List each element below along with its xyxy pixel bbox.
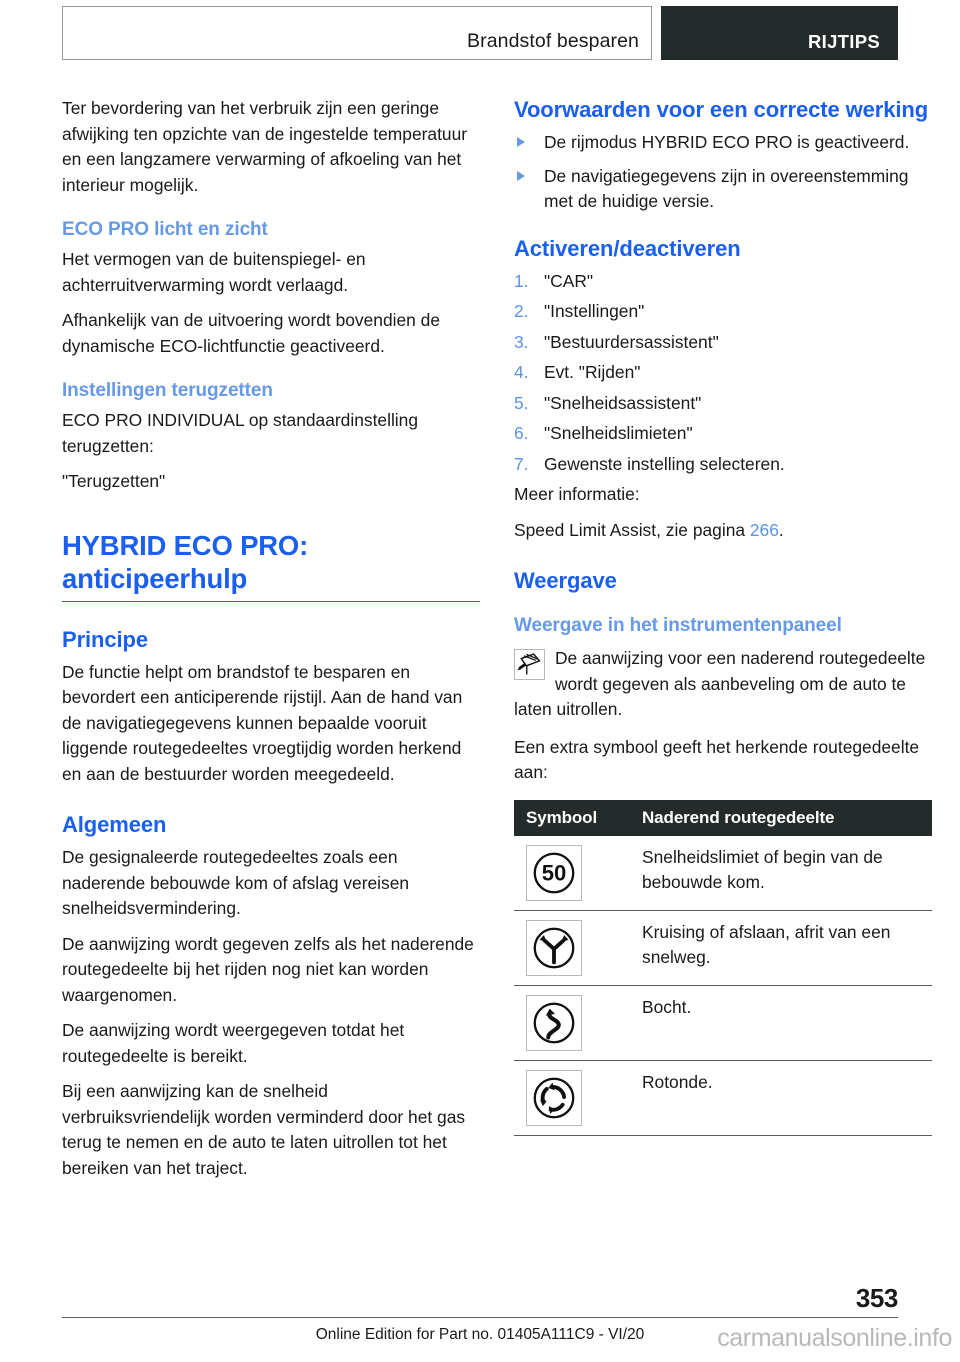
cross-reference-prefix: Speed Limit Assist, zie pagina — [514, 519, 750, 540]
footer-divider — [62, 1317, 898, 1318]
table-cell-description: Bocht. — [630, 985, 932, 1060]
chapter-title: HYBRID ECO PRO: anticipeerhulp — [62, 529, 309, 594]
table-cell-description: Kruising of afslaan, afrit van een snelweg. — [630, 910, 932, 985]
reset-paragraph-2: "Terugzetten" — [62, 471, 166, 491]
heading-algemeen: Algemeen — [62, 812, 167, 837]
step-number: 6. — [514, 423, 529, 443]
algemeen-paragraph-1: De gesignaleerde routegedeeltes zoals een naderende bebouwde kom of afslag vereisen snelheidsvermindering. — [62, 847, 410, 918]
table-cell-symbol — [514, 1060, 630, 1135]
step-label: "CAR" — [544, 270, 594, 291]
right-column — [514, 96, 932, 1136]
list-item — [514, 299, 932, 325]
step-label: "Instellingen" — [544, 301, 645, 321]
weergave-paragraph-2: Een extra symbool geeft het herkende routegedeelte aan: — [514, 736, 920, 782]
left-column — [62, 96, 480, 1181]
step-number: 1. — [514, 270, 529, 291]
step-number: 3. — [514, 331, 529, 352]
table-cell-symbol — [514, 836, 630, 911]
list-item — [514, 164, 932, 215]
voorwaarden-list — [514, 130, 932, 215]
column-header-symbol: Symbool — [514, 800, 630, 836]
page-header — [0, 0, 960, 66]
list-item — [514, 391, 932, 417]
list-item — [514, 330, 932, 356]
page-footer — [0, 1282, 960, 1362]
step-number: 7. — [514, 453, 529, 474]
step-number: 2. — [514, 301, 529, 321]
table-row — [514, 985, 932, 1060]
table-cell-description: Rotonde. — [630, 1060, 932, 1135]
step-number: 5. — [514, 392, 529, 413]
list-item — [514, 269, 932, 295]
junction-fork-icon — [526, 920, 582, 976]
speed-limit-50-icon — [526, 845, 582, 901]
table-row — [514, 910, 932, 985]
roundabout-icon — [526, 1070, 582, 1126]
table-cell-symbol — [514, 910, 630, 985]
list-item — [514, 421, 932, 447]
step-label: "Snelheidslimieten" — [544, 423, 693, 443]
section-tab — [661, 6, 898, 60]
table-cell-symbol — [514, 985, 630, 1060]
heading-weergave: Weergave — [514, 568, 617, 593]
step-label: "Bestuurdersassistent" — [544, 331, 719, 352]
heading-instellingen-terugzetten: Instellingen terugzetten — [62, 380, 273, 401]
step-label: Evt. "Rijden" — [544, 362, 641, 382]
table-row — [514, 836, 932, 911]
intro-paragraph: Ter bevordering van het verbruik zijn een geringe afwijking ten opzichte van de ingestelde temperatuur en een langzamere verwarming of afkoeling van het interieur mogelijk. — [62, 98, 468, 195]
list-item-label: De navigatiegegevens zijn in overeenstemming met de huidige versie. — [544, 165, 909, 211]
section-label: RIJTIPS — [807, 31, 880, 52]
watermark: carmanualsonline.info — [717, 1324, 952, 1352]
algemeen-paragraph-2: De aanwijzing wordt gegeven zelfs als het naderende routegedeelte bij het rijden nog niet kan worden waargenomen. — [62, 933, 474, 1005]
reset-paragraph-1: ECO PRO INDIVIDUAL op standaardinstelling terugzetten: — [62, 410, 419, 456]
heading-principe: Principe — [62, 626, 149, 652]
eco-light-paragraph-1: Het vermogen van de buitenspiegel- en achterruitverwarming wordt verlaagd. — [62, 249, 366, 295]
edition-note: Online Edition for Part no. 01405A111C9 - VI/20 — [315, 1326, 645, 1343]
cross-reference-page-link[interactable]: 266 — [749, 519, 779, 540]
triangle-bullet-icon — [517, 137, 525, 147]
heading-activeren-deactiveren: Activeren/deactiveren — [514, 235, 741, 261]
step-number: 4. — [514, 362, 529, 382]
algemeen-paragraph-3: De aanwijzing wordt weergegeven totdat het routegedeelte is bereikt. — [62, 1020, 405, 1066]
column-header-description: Naderend routegedeelte — [630, 800, 932, 836]
meer-informatie-label: Meer informatie: — [514, 484, 640, 504]
table-cell-description: Snelheidslimiet of begin van de bebouwde kom. — [630, 836, 932, 911]
breadcrumb-tab — [62, 6, 652, 60]
list-item — [514, 452, 932, 478]
coasting-foot-off-pedal-icon — [514, 649, 545, 680]
list-item-label: De rijmodus HYBRID ECO PRO is geactiveerd. — [544, 132, 910, 152]
cross-reference-suffix: . — [778, 519, 784, 540]
page-number: 353 — [855, 1283, 898, 1313]
curve-bend-icon — [526, 995, 582, 1051]
breadcrumb-label: Brandstof besparen — [467, 30, 639, 52]
table-row — [514, 1060, 932, 1135]
eco-light-paragraph-2: Afhankelijk van de uitvoering wordt bovendien de dynamische ECO-lichtfunctie geactiveerd. — [62, 310, 441, 356]
heading-voorwaarden: Voorwaarden voor een correcte werking — [514, 97, 929, 122]
table-header-row — [514, 800, 932, 836]
heading-weergave-instrumentenpaneel: Weergave in het instrumentenpaneel — [514, 615, 842, 636]
list-item — [514, 130, 932, 156]
triangle-bullet-icon — [517, 171, 525, 181]
list-item — [514, 360, 932, 386]
principe-paragraph-1: De functie helpt om brandstof te besparen en bevordert een anticiperende rijstijl. Aan de hand van de navigatiegegevens kunnen bepaalde vooruit liggende routegedeeltes vroegtijdig worden herkend en aan de bestuurder worden meegedeeld. — [62, 661, 463, 784]
chapter-title-rule — [62, 601, 480, 602]
weergave-icon-paragraph — [514, 646, 932, 723]
step-label: Gewenste instelling selecteren. — [544, 453, 785, 474]
speed-limit-value: 50 — [541, 860, 567, 886]
cross-reference — [514, 518, 932, 544]
weergave-icon-text: De aanwijzing voor een naderend routegedeelte wordt gegeven als aanbeveling om de auto te laten uitrollen. — [514, 648, 926, 719]
step-label: "Snelheidsassistent" — [544, 392, 702, 413]
symbol-table — [514, 800, 932, 1136]
heading-eco-pro-licht-en-zicht: ECO PRO licht en zicht — [62, 219, 268, 240]
activeren-steps-list — [514, 269, 932, 478]
algemeen-paragraph-4: Bij een aanwijzing kan de snelheid verbruiksvriendelijk worden verminderd door het gas terug te nemen en de auto te laten uitrollen tot het bereiken van het traject. — [62, 1081, 466, 1178]
